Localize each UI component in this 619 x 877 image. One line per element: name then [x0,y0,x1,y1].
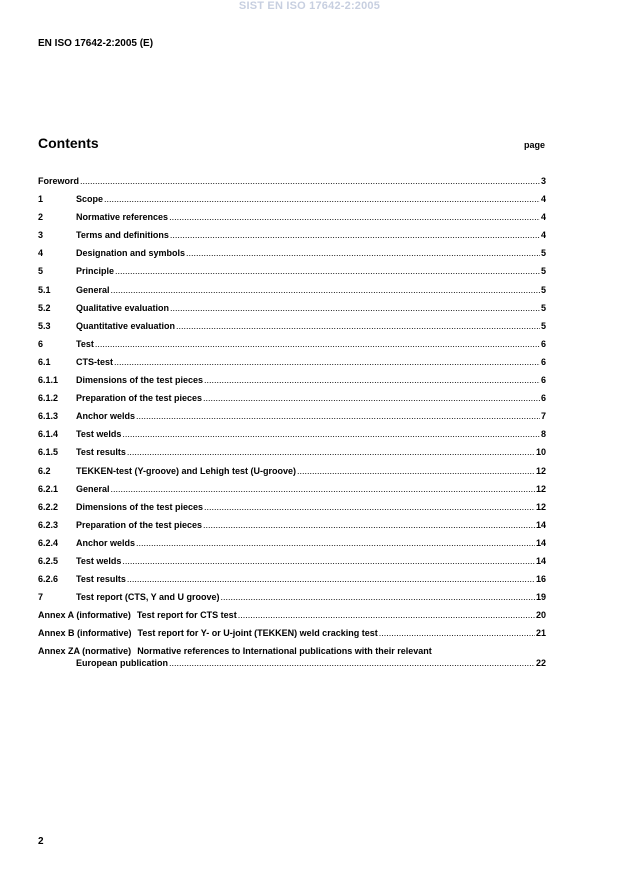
toc-entry-title: Test report for CTS test [136,610,237,621]
toc-entry-number: 6.1 [38,356,51,367]
toc-entry-number: Foreword [38,176,80,186]
toc-entry-title: Principle [76,266,115,277]
toc-entry-title: Test welds [76,429,122,440]
toc-entry-number: 6.2.6 [38,574,59,585]
toc-entry[interactable] [38,446,546,464]
toc-entry-title: Anchor welds [76,537,136,548]
watermark: SIST EN ISO 17642-2:2005 [238,0,381,12]
toc-entry-page: 12 [535,465,546,476]
toc-entry-page: 7 [540,411,546,422]
toc-entry-title: Scope [76,194,104,205]
toc-entry-page: 6 [540,393,546,404]
toc-entry-number: 6.2.1 [38,483,59,494]
toc-leader-dots [127,573,535,585]
toc-entry-number: 6.2.3 [38,519,59,530]
toc-entry-title: Qualitative evaluation [76,302,170,313]
toc-entry[interactable] [38,356,546,374]
toc-entry-number: 6.1.5 [38,447,59,458]
page-column-label: page [523,140,545,150]
toc-leader-dots [136,537,535,549]
toc-entry-number: 6.1.2 [38,393,59,404]
toc-leader-dots [114,356,540,368]
toc-leader-dots [95,338,540,350]
toc-entry-title: General [76,284,110,295]
toc-entry[interactable] [38,229,546,247]
toc-entry-number: 5.1 [38,284,51,295]
toc-entry-page: 5 [540,266,546,277]
toc-entry-number: Annex A (informative) [38,610,131,621]
toc-entry[interactable] [38,265,546,283]
table-of-contents [38,175,546,669]
toc-entry-number: 7 [38,592,44,603]
toc-entry[interactable] [38,410,546,428]
toc-entry[interactable] [38,591,546,609]
toc-entry[interactable] [38,627,546,645]
toc-leader-dots [203,519,535,531]
toc-entry-number: 6.2.5 [38,555,59,566]
toc-entry[interactable] [38,519,546,537]
toc-entry-number: 6.2.4 [38,537,59,548]
toc-entry-title: Test [76,338,94,349]
toc-entry-number: 5 [38,266,44,277]
toc-leader-dots [204,501,535,513]
toc-entry-page: 16 [535,574,546,585]
toc-entry-title: Dimensions of the test pieces [76,375,204,386]
toc-leader-dots [169,211,540,223]
toc-entry[interactable] [38,609,546,627]
toc-entry-page: 14 [535,555,546,566]
toc-entry[interactable] [38,465,546,483]
toc-leader-dots [221,591,535,603]
toc-entry-title: Test report for Y- or U-joint (TEKKEN) weld cracking test [137,628,378,639]
toc-entry-title: Designation and symbols [76,248,186,259]
toc-leader-dots [169,657,535,669]
toc-leader-dots [80,175,540,187]
toc-entry-page: 3 [540,176,546,186]
toc-entry-title: General [76,483,110,494]
toc-leader-dots [136,410,540,422]
toc-leader-dots [111,483,535,495]
toc-entry[interactable] [38,320,546,338]
toc-entry-number: 5.2 [38,302,51,313]
toc-leader-dots [104,193,540,205]
toc-leader-dots [204,374,540,386]
toc-entry-page: 4 [540,212,546,223]
toc-entry[interactable] [38,338,546,356]
toc-entry-annex-za[interactable] [38,646,546,669]
toc-entry-title: Terms and definitions [76,230,169,241]
toc-entry-title: CTS-test [76,356,114,367]
toc-entry-page: 20 [535,610,546,621]
toc-entry-title: Test results [76,574,126,585]
toc-entry-number: 6.1.1 [38,375,59,386]
toc-entry-page: 12 [535,483,546,494]
toc-leader-dots [170,229,540,241]
toc-entry[interactable] [38,374,546,392]
toc-entry-page: 22 [535,658,546,669]
toc-entry-number: Annex ZA (normative) [38,646,132,657]
toc-leader-dots [238,609,535,621]
toc-entry-number: 3 [38,230,44,241]
page-number: 2 [38,836,44,847]
toc-entry-title: Quantitative evaluation [76,320,176,331]
toc-entry-page: 6 [540,356,546,367]
toc-entry-page: 14 [535,519,546,530]
toc-entry-page: 4 [540,230,546,241]
toc-entry-page: 10 [535,447,546,458]
toc-entry-number: 6 [38,338,44,349]
toc-entry-number: 6.1.3 [38,411,59,422]
toc-leader-dots [203,392,540,404]
toc-entry-page: 19 [535,592,546,603]
toc-entry-number: 2 [38,212,44,223]
toc-entry[interactable] [38,175,546,193]
toc-entry-title: Test results [76,447,126,458]
toc-entry-title: Test welds [76,555,122,566]
toc-entry-number: 5.3 [38,320,51,331]
toc-entry-page: 6 [540,375,546,386]
document-id: EN ISO 17642-2:2005 (E) [38,38,154,49]
toc-entry-title: Preparation of the test pieces [76,519,203,530]
toc-entry-number: Annex B (informative) [38,628,132,639]
toc-entry[interactable] [38,247,546,265]
toc-entry-page: 14 [535,537,546,548]
toc-entry[interactable] [38,555,546,573]
toc-entry-number: 6.1.4 [38,429,59,440]
toc-entry[interactable] [38,428,546,446]
toc-entry-number: 6.2 [38,465,51,476]
toc-entry-page: 6 [540,338,546,349]
toc-entry-title-continued: European publication [76,658,169,669]
toc-entry[interactable] [38,392,546,410]
toc-entry-title: Normative references [76,212,169,223]
toc-entry[interactable] [38,284,546,302]
toc-entry-number: 4 [38,248,44,259]
contents-title: Contents [38,135,99,151]
toc-entry-page: 5 [540,284,546,295]
toc-entry-page: 5 [540,320,546,331]
toc-leader-dots [122,428,540,440]
toc-entry-page: 5 [540,248,546,259]
toc-leader-dots [127,446,535,458]
toc-leader-dots [122,555,535,567]
toc-leader-dots [111,284,540,296]
toc-leader-dots [186,247,540,259]
toc-entry-title: Dimensions of the test pieces [76,501,204,512]
toc-entry-page: 4 [540,194,546,205]
toc-entry-number: 1 [38,194,44,205]
toc-entry[interactable] [38,501,546,519]
toc-entry-title: TEKKEN-test (Y-groove) and Lehigh test (U-groove) [76,465,297,476]
toc-entry-title: Preparation of the test pieces [76,393,203,404]
toc-leader-dots [170,302,540,314]
toc-entry-title: Anchor welds [76,411,136,422]
toc-entry[interactable] [38,211,546,229]
toc-leader-dots [379,627,535,639]
toc-entry-page: 21 [535,628,546,639]
toc-entry[interactable] [38,302,546,320]
toc-leader-dots [297,465,535,477]
toc-entry[interactable] [38,573,546,591]
toc-leader-dots [176,320,540,332]
toc-leader-dots [115,265,540,277]
toc-entry-page: 12 [535,501,546,512]
toc-entry[interactable] [38,483,546,501]
toc-entry-number: 6.2.2 [38,501,59,512]
toc-entry-title: Normative references to International publications with their relevant [137,646,432,657]
toc-entry-page: 8 [540,429,546,440]
toc-entry[interactable] [38,537,546,555]
toc-entry[interactable] [38,193,546,211]
toc-entry-title: Test report (CTS, Y and U groove) [76,592,220,603]
toc-entry-page: 5 [540,302,546,313]
